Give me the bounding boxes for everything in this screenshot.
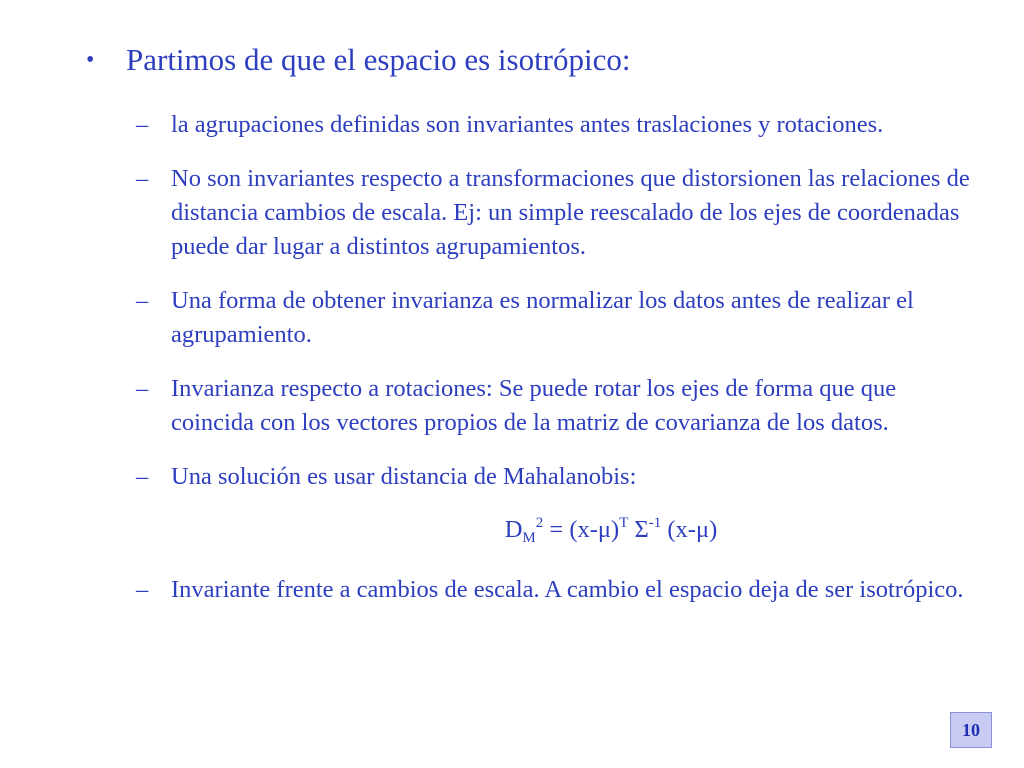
formula-sigma: Σ <box>628 516 649 543</box>
dash-marker: – <box>136 287 149 314</box>
sub-bullet <box>136 372 976 440</box>
sub-bullet <box>136 284 976 352</box>
formula-d-superscript: 2 <box>535 515 544 531</box>
dash-marker: – <box>136 165 149 192</box>
dash-marker: – <box>136 375 149 402</box>
dash-marker: – <box>136 463 149 490</box>
formula-transpose: T <box>619 515 629 531</box>
formula-tail: (x-μ) <box>661 516 718 543</box>
formula-d-subscript: M <box>522 530 536 546</box>
sub-bullet-list <box>136 108 976 627</box>
sub-bullet-text: Invarianza respecto a rotaciones: Se puede rotar los ejes de forma que que coincida con los vectores propios de la matriz de covarianza de los datos. <box>171 375 897 436</box>
dash-marker: – <box>136 111 149 138</box>
sub-bullet-text: No son invariantes respecto a transformaciones que distorsionen las relaciones de distancia cambios de escala. Ej: un simple reescalado de los ejes de coordenadas puede dar lugar a distintos agrupamientos. <box>171 165 970 260</box>
main-bullet <box>86 40 986 80</box>
formula-eq: = (x-μ) <box>543 516 620 543</box>
sub-bullet <box>136 573 976 607</box>
formula-d: D <box>504 516 523 543</box>
bullet-marker: • <box>86 47 95 73</box>
formula-inverse: -1 <box>648 515 662 531</box>
sub-bullet-text: Invariante frente a cambios de escala. A cambio el espacio deja de ser isotrópico. <box>171 576 964 603</box>
dash-marker: – <box>136 576 149 603</box>
sub-bullet-text: Una solución es usar distancia de Mahalanobis: <box>171 463 637 490</box>
main-bullet-text: Partimos de que el espacio es isotrópico: <box>126 42 631 77</box>
sub-bullet <box>136 162 976 264</box>
sub-bullet-text: la agrupaciones definidas son invariantes antes traslaciones y rotaciones. <box>171 111 884 138</box>
page-number-badge <box>950 712 992 748</box>
sub-bullet <box>136 108 976 142</box>
sub-bullet <box>136 460 976 494</box>
sub-bullet-text: Una forma de obtener invarianza es normalizar los datos antes de realizar el agrupamiento. <box>171 287 914 348</box>
mahalanobis-formula <box>136 506 976 555</box>
page-number: 10 <box>962 719 980 740</box>
